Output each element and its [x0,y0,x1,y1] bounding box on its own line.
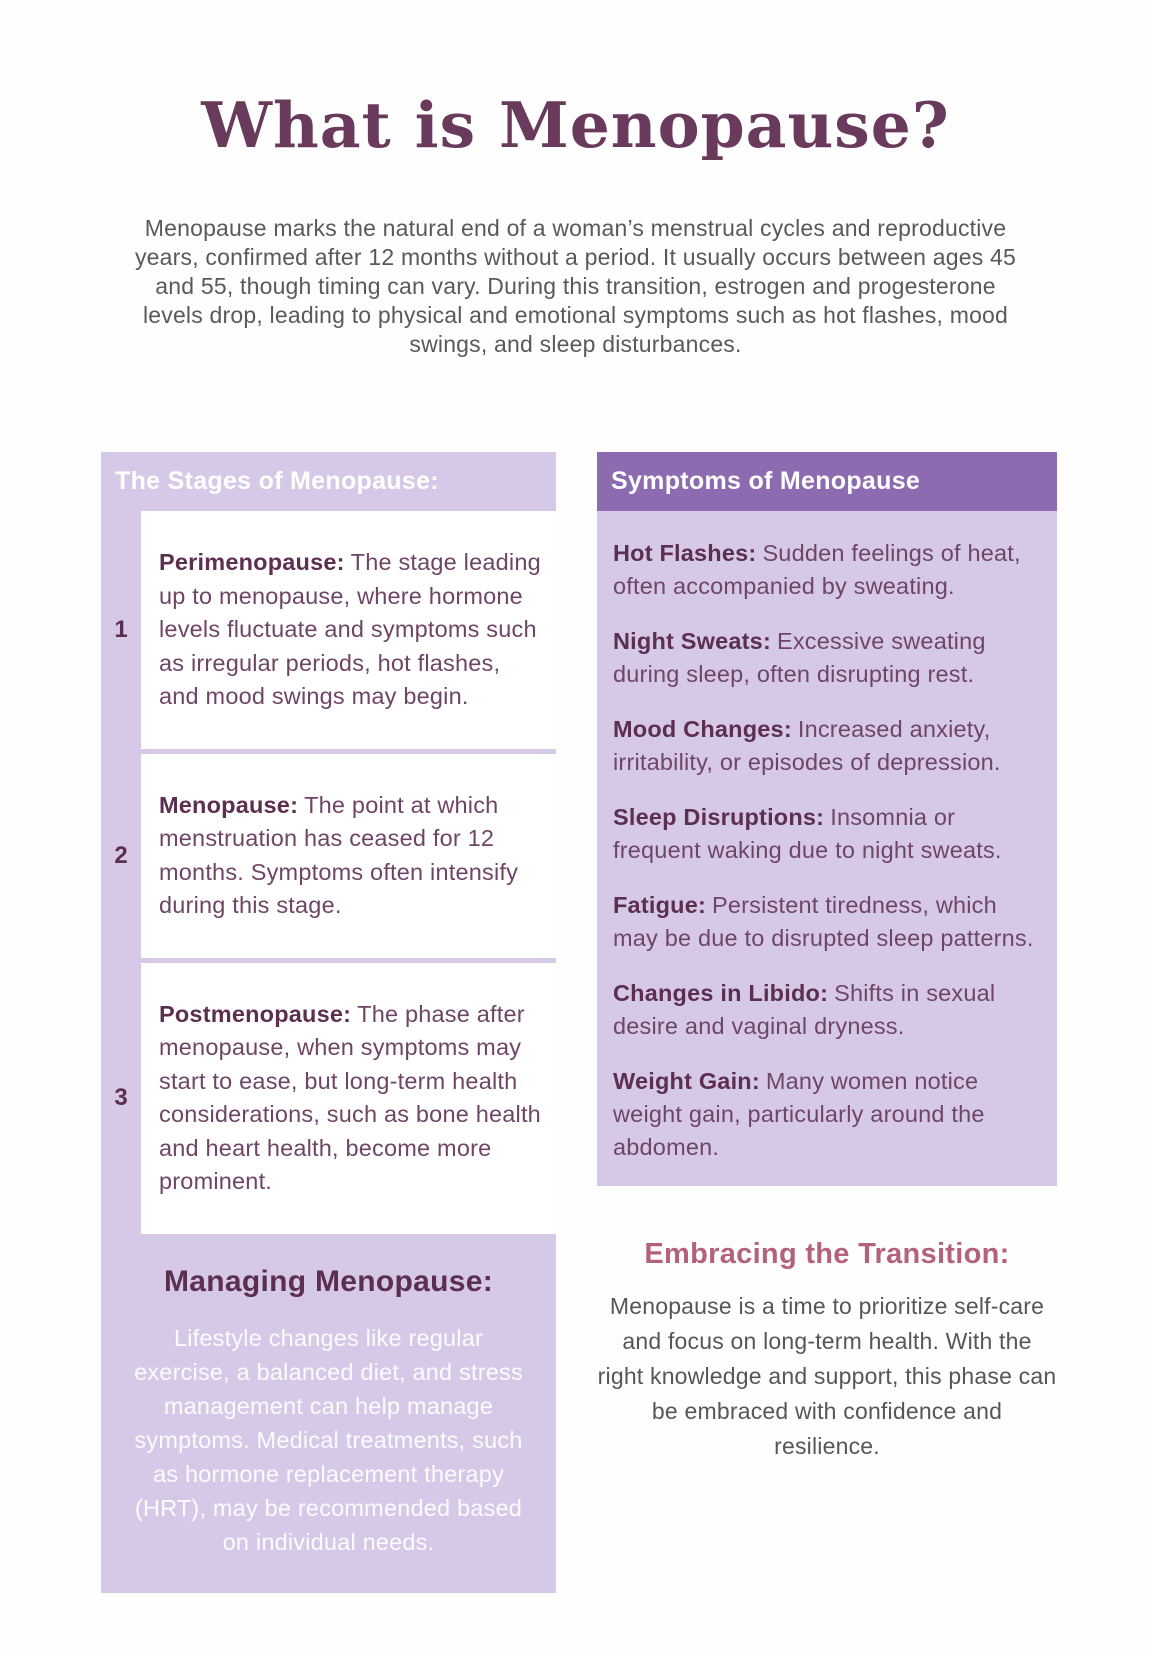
stage-number: 1 [114,615,128,643]
embracing-text: Menopause is a time to prioritize self-care and focus on long-term health. With the right knowledge and support, this phase can be embraced with confidence and resilience. [597,1293,1057,1459]
embracing-section [597,1238,1057,1464]
symptom-item [613,537,1039,603]
symptom-label: Changes in Libido: [613,980,829,1006]
symptom-label: Night Sweats: [613,628,771,654]
symptom-item [613,713,1039,779]
stage-label: Perimenopause: [159,549,345,575]
symptom-item [613,977,1039,1043]
stage-card [141,511,556,749]
stages-section [101,452,556,1593]
stage-item-2 [101,754,556,958]
stage-card [141,963,556,1234]
stage-text: The point at which menstruation has ceased for 12 months. Symptoms often intensify during this stage. [159,791,519,918]
stage-number: 3 [114,1084,128,1111]
embracing-heading: Embracing the Transition: [644,1238,1010,1270]
symptom-text: Persistent tiredness, which may be due to disrupted sleep patterns. [613,892,1034,951]
symptom-item [613,801,1039,867]
managing-heading: Managing Menopause: [163,1264,494,1298]
symptoms-section [597,452,1057,1186]
stage-label: Postmenopause: [159,1000,352,1027]
stages-header: The Stages of Menopause: [115,467,439,495]
symptom-label: Sleep Disruptions: [613,804,825,830]
symptom-text: Insomnia or frequent waking due to night sweats. [613,804,1002,863]
stage-card [141,754,556,958]
symptom-label: Hot Flashes: [613,540,757,566]
managing-section [101,1239,556,1593]
two-column-layout [101,452,1057,1593]
symptom-text: Shifts in sexual desire and vaginal dryness. [613,980,996,1039]
symptom-text: Increased anxiety, irritability, or episodes of depression. [613,716,1001,775]
managing-text: Lifestyle changes like regular exercise, a balanced diet, and stress management can help manage symptoms. Medical treatments, such as hormone replacement therapy (HRT), may be recommended based on individual needs. [134,1324,523,1555]
symptom-item [613,1065,1039,1164]
symptom-text: Sudden feelings of heat, often accompanied by sweating. [613,540,1021,599]
stage-number: 2 [114,841,128,869]
intro-paragraph: Menopause marks the natural end of a woman’s menstrual cycles and reproductive years, confirmed after 12 months without a period. It usually occurs between ages 45 and 55, though timing can vary. During this transition, estrogen and progesterone levels drop, leading to physical and emotional symptoms such as hot flashes, mood swings, and sleep disturbances. [134,215,1017,357]
symptom-label: Fatigue: [613,892,706,918]
symptom-item [613,889,1039,955]
symptom-label: Weight Gain: [613,1068,760,1094]
symptoms-header: Symptoms of Menopause [597,452,1057,511]
stage-label: Menopause: [159,791,299,818]
stage-text: The phase after menopause, when symptoms may start to ease, but long-term health considerations, such as bone health and heart health, become more prominent. [159,1000,541,1194]
symptom-label: Mood Changes: [613,716,792,742]
stage-item-3 [101,963,556,1234]
stage-text: The stage leading up to menopause, where hormone levels fluctuate and symptoms such as irregular periods, hot flashes, and mood swings may begin. [159,549,541,709]
stage-item-1 [101,511,556,749]
symptoms-list [597,511,1057,1186]
symptom-item [613,625,1039,691]
right-column [597,452,1057,1464]
symptom-text: Excessive sweating during sleep, often disrupting rest. [613,628,986,687]
page-title: What is Menopause? [201,88,950,162]
symptom-text: Many women notice weight gain, particularly around the abdomen. [613,1068,985,1160]
